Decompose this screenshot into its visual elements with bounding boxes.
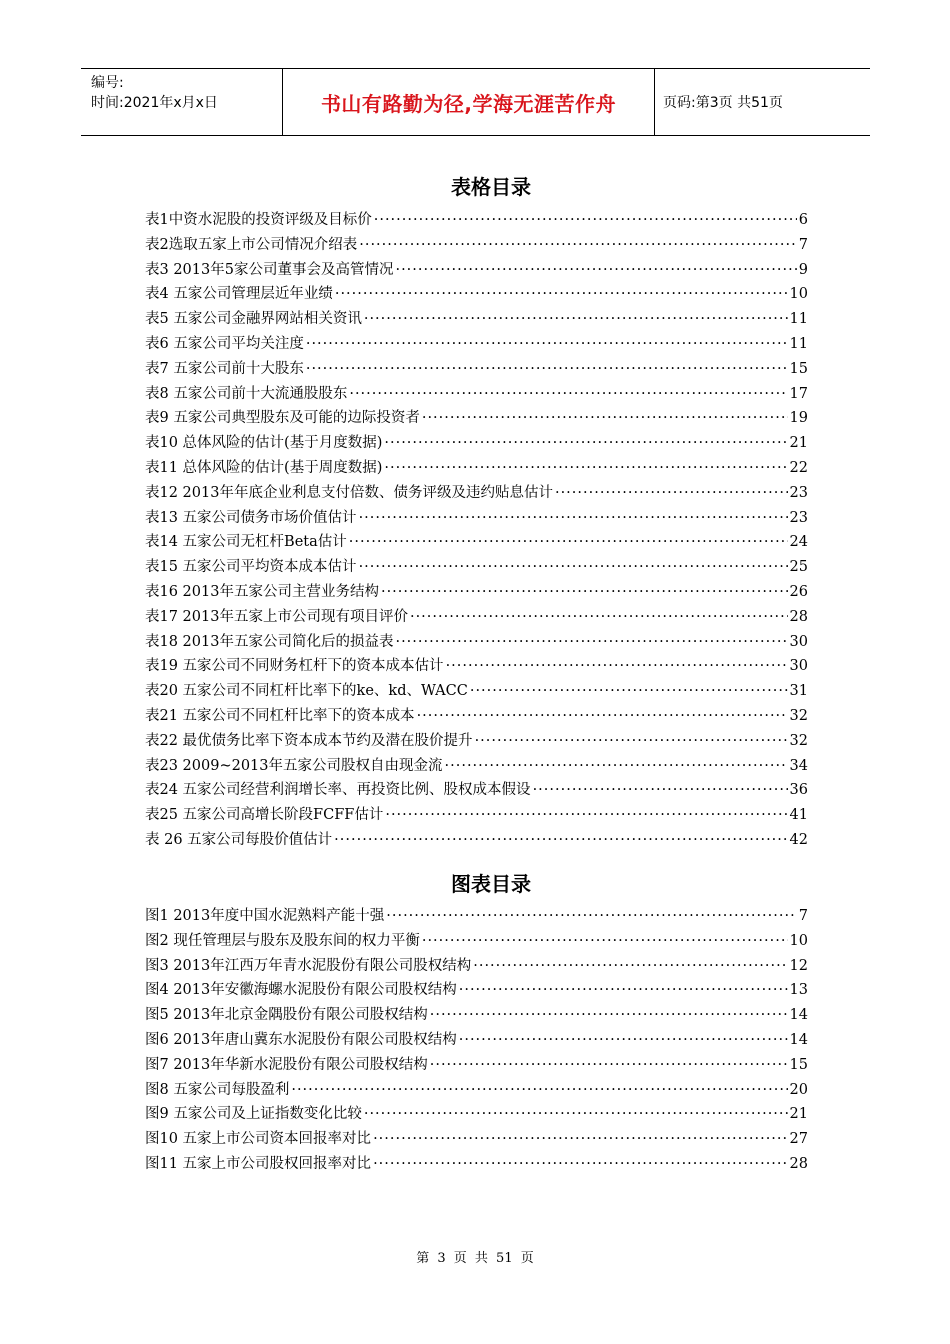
toc-entry-label: 图2 现任管理层与股东及股东间的权力平衡 <box>145 932 420 949</box>
toc-entry[interactable] <box>145 208 808 233</box>
toc-leader-dots <box>445 758 788 774</box>
toc-entry-label: 表17 2013年五家上市公司现有项目评价 <box>145 608 408 625</box>
toc-leader-dots <box>384 460 787 476</box>
toc-entry[interactable] <box>145 481 808 506</box>
toc-entry-page: 21 <box>789 435 808 452</box>
toc-entry[interactable] <box>145 828 808 853</box>
toc-entry[interactable] <box>145 357 808 382</box>
header-meta <box>81 69 283 135</box>
toc-entry-label: 表 26 五家公司每股价值估计 <box>145 831 333 848</box>
toc-entry-page: 23 <box>789 484 808 501</box>
toc-entry-page: 30 <box>789 633 808 650</box>
toc-leader-dots <box>385 807 787 823</box>
toc-leader-dots <box>555 485 788 501</box>
toc-entry-page: 14 <box>789 1031 808 1048</box>
toc-entry[interactable] <box>145 307 808 332</box>
toc-entry[interactable] <box>145 1102 808 1127</box>
toc-leader-dots <box>335 286 788 302</box>
toc-entry-label: 表4 五家公司管理层近年业绩 <box>145 286 333 303</box>
figures-toc-title: 图表目录 <box>451 872 531 896</box>
toc-entry-label: 图8 五家公司每股盈利 <box>145 1081 290 1098</box>
toc-entry[interactable] <box>145 803 808 828</box>
toc-entry-label: 表12 2013年年底企业利息支付倍数、债务评级及违约贴息估计 <box>145 484 553 501</box>
toc-entry[interactable] <box>145 605 808 630</box>
toc-entry[interactable] <box>145 929 808 954</box>
toc-entry-page: 13 <box>789 982 808 999</box>
toc-entry-label: 表10 总体风险的估计(基于月度数据) <box>145 435 383 452</box>
toc-entry-page: 7 <box>798 908 808 924</box>
toc-entry-label: 表2选取五家上市公司情况介绍表 <box>145 236 358 253</box>
toc-entry[interactable] <box>145 555 808 580</box>
toc-entry[interactable] <box>145 754 808 779</box>
tables-toc-list <box>145 208 808 853</box>
toc-entry-label: 表18 2013年五家公司简化后的损益表 <box>145 633 394 650</box>
toc-entry-label: 表19 五家公司不同财务杠杆下的资本成本估计 <box>145 658 444 675</box>
toc-entry-page: 11 <box>789 311 808 328</box>
toc-leader-dots <box>470 683 788 699</box>
toc-entry[interactable] <box>145 630 808 655</box>
toc-leader-dots <box>334 832 787 848</box>
toc-entry-page: 19 <box>789 410 808 427</box>
toc-entry-page: 41 <box>789 807 808 824</box>
toc-leader-dots <box>373 1131 787 1147</box>
toc-entry-page: 12 <box>789 957 808 974</box>
toc-leader-dots <box>459 1032 788 1048</box>
toc-entry-label: 表3 2013年5家公司董事会及高管情况 <box>145 261 394 278</box>
toc-entry[interactable] <box>145 233 808 258</box>
toc-entry-label: 表13 五家公司债务市场价值估计 <box>145 509 357 526</box>
toc-entry-label: 表21 五家公司不同杠杆比率下的资本成本 <box>145 707 415 724</box>
toc-entry-page: 7 <box>798 236 808 253</box>
toc-entry-label: 图9 五家公司及上证指数变化比较 <box>145 1106 362 1123</box>
page-footer: 第 3 页 共 51 页 <box>416 1251 534 1266</box>
toc-leader-dots <box>395 262 796 278</box>
toc-entry[interactable] <box>145 729 808 754</box>
header-number-label: 编号: <box>91 75 124 91</box>
toc-entry[interactable] <box>145 1003 808 1028</box>
toc-entry[interactable] <box>145 954 808 979</box>
toc-entry-page: 14 <box>789 1007 808 1024</box>
toc-leader-dots <box>430 1057 788 1073</box>
tables-toc-title: 表格目录 <box>451 175 531 199</box>
toc-entry-label: 表7 五家公司前十大股东 <box>145 360 304 377</box>
toc-entry-page: 32 <box>789 707 808 724</box>
toc-leader-dots <box>533 782 788 798</box>
toc-entry-page: 9 <box>798 261 808 278</box>
toc-leader-dots <box>422 933 788 949</box>
toc-entry-label: 表11 总体风险的估计(基于周度数据) <box>145 459 383 476</box>
toc-leader-dots <box>446 658 788 674</box>
toc-entry-label: 表6 五家公司平均关注度 <box>145 335 304 352</box>
toc-entry-page: 26 <box>789 583 808 600</box>
toc-entry[interactable] <box>145 1152 808 1177</box>
toc-entry-page: 25 <box>789 559 808 576</box>
toc-entry[interactable] <box>145 506 808 531</box>
toc-entry-label: 图10 五家上市公司资本回报率对比 <box>145 1131 372 1148</box>
toc-entry[interactable] <box>145 530 808 555</box>
toc-entry-label: 表8 五家公司前十大流通股股东 <box>145 385 348 402</box>
toc-entry[interactable] <box>145 778 808 803</box>
toc-entry-label: 表22 最优债务比率下资本成本节约及潜在股价提升 <box>145 732 473 749</box>
toc-leader-dots <box>306 361 788 377</box>
toc-entry-page: 30 <box>789 658 808 675</box>
toc-entry-page: 6 <box>798 212 808 228</box>
toc-entry-label: 表23 2009~2013年五家公司股权自由现金流 <box>145 757 443 774</box>
toc-entry[interactable] <box>145 978 808 1003</box>
toc-leader-dots <box>384 435 787 451</box>
toc-entry-page: 42 <box>789 831 808 848</box>
toc-leader-dots <box>349 386 787 402</box>
toc-entry[interactable] <box>145 1028 808 1053</box>
toc-entry[interactable] <box>145 258 808 283</box>
toc-entry-page: 36 <box>789 782 808 799</box>
toc-entry[interactable] <box>145 679 808 704</box>
toc-leader-dots <box>381 584 788 600</box>
toc-entry-label: 表24 五家公司经营利润增长率、再投资比例、股权成本假设 <box>145 782 531 799</box>
toc-entry-label: 表14 五家公司无杠杆Beta估计 <box>145 534 347 551</box>
toc-entry[interactable] <box>145 382 808 407</box>
toc-leader-dots <box>364 311 788 327</box>
toc-entry-label: 图11 五家上市公司股权回报率对比 <box>145 1155 372 1172</box>
toc-entry-page: 11 <box>789 335 808 352</box>
toc-leader-dots <box>459 982 788 998</box>
toc-entry[interactable] <box>145 704 808 729</box>
toc-leader-dots <box>306 336 788 352</box>
toc-entry[interactable] <box>145 1078 808 1103</box>
toc-entry-label: 图1 2013年度中国水泥熟料产能十强 <box>145 908 385 924</box>
toc-entry-page: 28 <box>789 608 808 625</box>
toc-entry-label: 图6 2013年唐山冀东水泥股份有限公司股权结构 <box>145 1031 457 1048</box>
page-header <box>81 68 870 136</box>
header-time-label: 时间:2021年x月x日 <box>91 95 218 111</box>
toc-entry-page: 34 <box>789 757 808 774</box>
toc-entry-label: 图5 2013年北京金隅股份有限公司股权结构 <box>145 1007 428 1024</box>
toc-entry-label: 表25 五家公司高增长阶段FCFF估计 <box>145 807 384 824</box>
toc-leader-dots <box>417 708 788 724</box>
toc-entry-label: 图4 2013年安徽海螺水泥股份有限公司股权结构 <box>145 982 457 999</box>
toc-entry-page: 21 <box>789 1106 808 1123</box>
toc-leader-dots <box>395 634 787 650</box>
toc-leader-dots <box>374 212 797 228</box>
toc-entry-page: 28 <box>789 1155 808 1172</box>
toc-leader-dots <box>410 609 788 625</box>
toc-entry-page: 10 <box>789 932 808 949</box>
toc-entry[interactable] <box>145 332 808 357</box>
toc-entry-page: 10 <box>789 286 808 303</box>
toc-entry[interactable] <box>145 654 808 679</box>
toc-leader-dots <box>475 733 788 749</box>
toc-leader-dots <box>359 237 797 253</box>
toc-entry-page: 24 <box>789 534 808 551</box>
toc-entry-page: 20 <box>789 1081 808 1098</box>
toc-entry[interactable] <box>145 431 808 456</box>
toc-entry-label: 表1中资水泥股的投资评级及目标价 <box>145 212 372 228</box>
figures-toc-list <box>145 904 808 1177</box>
toc-entry-page: 32 <box>789 732 808 749</box>
toc-entry-page: 22 <box>789 459 808 476</box>
toc-leader-dots <box>422 410 788 426</box>
toc-entry-label: 表9 五家公司典型股东及可能的边际投资者 <box>145 410 420 427</box>
toc-entry[interactable] <box>145 580 808 605</box>
toc-entry[interactable] <box>145 406 808 431</box>
toc-entry[interactable] <box>145 456 808 481</box>
toc-entry-label: 表15 五家公司平均资本成本估计 <box>145 559 357 576</box>
toc-leader-dots <box>386 908 797 924</box>
toc-leader-dots <box>373 1156 787 1172</box>
toc-leader-dots <box>364 1106 788 1122</box>
toc-entry[interactable] <box>145 282 808 307</box>
toc-entry-label: 表5 五家公司金融界网站相关资讯 <box>145 311 362 328</box>
toc-entry-label: 图7 2013年华新水泥股份有限公司股权结构 <box>145 1056 428 1073</box>
toc-leader-dots <box>359 559 788 575</box>
toc-entry-page: 27 <box>789 1131 808 1148</box>
toc-entry-page: 17 <box>789 385 808 402</box>
toc-entry[interactable] <box>145 1053 808 1078</box>
toc-entry-label: 表16 2013年五家公司主营业务结构 <box>145 583 379 600</box>
header-page-info: 页码:第3页 共51页 <box>663 95 783 111</box>
toc-leader-dots <box>291 1082 787 1098</box>
toc-entry-page: 23 <box>789 509 808 526</box>
toc-leader-dots <box>430 1007 788 1023</box>
toc-leader-dots <box>359 510 788 526</box>
toc-entry-label: 图3 2013年江西万年青水泥股份有限公司股权结构 <box>145 957 472 974</box>
toc-entry-label: 表20 五家公司不同杠杆比率下的ke、kd、WACC <box>145 683 468 700</box>
toc-entry-page: 15 <box>789 1056 808 1073</box>
toc-entry[interactable] <box>145 1127 808 1152</box>
header-motto: 书山有路勤为径,学海无涯苦作舟 <box>283 69 655 135</box>
toc-leader-dots <box>349 534 788 550</box>
toc-entry[interactable] <box>145 904 808 929</box>
toc-leader-dots <box>473 958 787 974</box>
toc-entry-page: 31 <box>789 683 808 700</box>
toc-entry-page: 15 <box>789 360 808 377</box>
